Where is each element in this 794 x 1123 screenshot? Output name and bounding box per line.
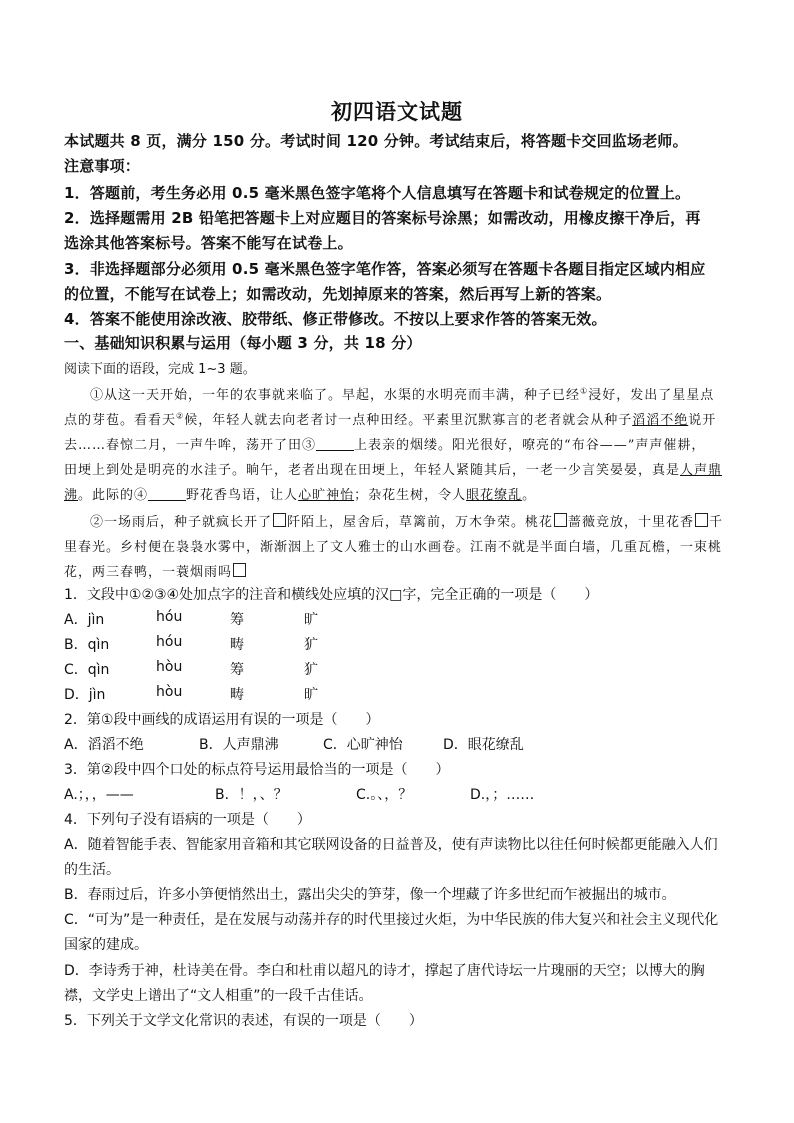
question-1-stem: 1．文段中①②③④处加点字的注音和横线处应填的汉□字，完全正确的一项是（ ） [64,587,599,603]
notice-3-cont: 的位置，不能写在试卷上；如需改动，先划掉原来的答案，然后再写上新的答案。 [64,285,612,303]
passage-line: 花，两三春鸭，一蓑烟雨吗 [64,561,247,580]
q2-option-b[interactable]: B．人声鼎沸 [199,737,279,753]
q1-option-d[interactable]: D．jìn [64,687,106,703]
passage-line: ①从这一天开始，一年的农事就来临了。早起，水渠的水明亮而丰满，种子已经①浸好，发出了星星点 [90,386,715,403]
passage-line: 里春光。乡村便在袅袅水雾中，渐渐洇上了文人雅士的山水画卷。江南不就是半面白墙，几重瓦檐，一束桃 [64,540,723,555]
notice-4: 4．答案不能使用涂改液、胶带纸、修正带修改。不按以上要求作答的答案无效。 [64,310,607,328]
q2-option-a[interactable]: A．滔滔不绝 [64,737,144,753]
fill-blank [316,436,354,451]
q1-option-b[interactable]: B．qìn [64,637,110,653]
punct-box [273,513,286,527]
idiom-underlined: 眼花缭乱 [466,488,523,503]
q4-option-a[interactable]: A．随着智能手表、智能家用音箱和其它联网设备的日益普及，使有声读物比以往任何时候都更能融入人们 [64,837,718,853]
question-5-stem: 5．下列关于文学文化常识的表述，有误的一项是（ ） [64,1013,423,1029]
question-4-stem: 4．下列句子没有语病的一项是（ ） [64,812,311,828]
q4-option-c-cont: 国家的建成。 [64,937,148,953]
q3-option-a[interactable]: A.；，，—— [64,787,134,803]
notice-1: 1．答题前，考生务必用 0.5 毫米黑色签字笔将个人信息填写在答题卡和试卷规定的位置上。 [64,184,691,202]
notice-3: 3．非选择题部分必须用 0.5 毫米黑色签字笔作答，答案必须写在答题卡各题目指定区域内相应 [64,260,706,278]
q2-option-c[interactable]: C．心旷神怡 [323,737,403,753]
notice-2: 2．选择题需用 2B 铅笔把答题卡上对应题目的答案标号涂黑；如需改动，用橡皮擦干净后，再 [64,209,701,227]
q4-option-c[interactable]: C．“可为”是一种责任，是在发展与动荡并存的时代里接过火炬，为中华民族的伟大复兴和社会主义现代化 [64,912,719,928]
notice-heading: 注意事项： [64,157,141,175]
reading-instruction: 阅读下面的语段，完成 1~3 题。 [64,362,256,377]
idiom-underlined: 人声鼎 [680,463,723,478]
q1-option-c[interactable]: C．qìn [64,662,110,678]
q1-option-a[interactable]: A．jìn [64,612,105,628]
passage-line: 田埂上到处是明亮的水洼子。晌午，老者出现在田埂上，年轻人紧随其后，一老一少言笑晏晏，真是人声鼎 [64,463,723,478]
q3-option-b[interactable]: B．！，、？ [215,787,288,803]
q3-option-c[interactable]: C.。、，？ [356,787,413,803]
question-2-stem: 2．第①段中画线的成语运用有误的一项是（ ） [64,712,380,728]
exam-intro: 本试题共 8 页，满分 150 分。考试时间 120 分钟。考试结束后，将答题卡交回监场老师。 [64,132,688,150]
punct-box [233,563,246,577]
idiom-underlined: 滔滔不绝 [632,413,689,428]
q4-option-a-cont: 的生活。 [64,862,120,878]
q4-option-b[interactable]: B．春雨过后，许多小笋便悄然出土，露出尖尖的笋芽，像一个埋藏了许多世纪而乍被掘出的城市。 [64,887,676,903]
fill-blank [148,486,186,501]
q2-option-d[interactable]: D．眼花缭乱 [443,737,524,753]
punct-box [554,513,567,527]
passage-line: 沸。此际的④ 野花香鸟语，让人心旷神怡；杂花生树，令人眼花缭乱。 [64,488,537,503]
q4-option-d[interactable]: D．李诗秀于神，杜诗美在骨。李白和杜甫以超凡的诗才，撑起了唐代诗坛一片瑰丽的天空；以博大的胸 [64,963,705,979]
section-heading: 一、基础知识积累与运用（每小题 3 分，共 18 分） [64,334,422,352]
q3-option-d[interactable]: D.，；…… [470,787,535,803]
exam-page: 初四语文试题 本试题共 8 页，满分 150 分。考试时间 120 分钟。考试结束后，将答题卡交回监场老师。 注意事项： 1．答题前，考生务必用 0.5 毫米黑色签字笔将个人信息填写在答题卡和试卷规定的位置上。 2．选择题需用 2B 铅笔把答题卡上对应题目的答案标号涂黑；如需改动，用橡皮擦干净后，再 选涂其他答案标号。答案不能写在试卷上。 3．非选择题部分必须用 0.5 毫米黑色签字笔作答，答案必须写在答题卡各题目指定区域内相应 的位置，不能写在试卷上；如需改动，先划掉原来的答案，然后再写上新的答案。 4．答案不能使用涂改液、胶带纸、修正带修改。不按以上要求作答的答案无效。 一、基础知识积累与运用（每小题 3 分，共 18 分） 阅读下面的语段，完成 1~3 题。 ①从这一天开始，一年的农事就来临了。早起，水渠的水明亮而丰满，种子已经①浸好，发出了星星点 点的芽苞。看看天②候，年轻人就去向老者讨一点种田经。平素里沉默寡言的老者就会从种子滔滔不绝说开 去……春惊二月，一声牛哞，荡开了田③ 上表亲的烟缕。阳光很好，嘹亮的“布谷——”声声催耕， 田埂上到处是明亮的水洼子。晌午，老者出现在田埂上，年轻人紧随其后，一老一少言笑晏晏，真是人声鼎 沸。此际的④ 野花香鸟语，让人心旷神怡；杂花生树，令人眼花缭乱。 ②一场雨后，种子就疯长开了 阡陌上，屋舍后，草篱前，万木争荣。桃花 蔷薇竞放，十里花香 千 里春光。乡村便在袅袅水雾中，渐渐洇上了文人雅士的山水画卷。江南不就是半面白墙，几重瓦檐，一束桃 花，两三春鸭，一蓑烟雨吗 1．文段中①②③④处加点字的注音和横线处应填的汉□字，完全正确的一项是（ ） A．jìn hóu 筹 旷 B．qìn hóu 畴 犷 C．qìn hòu 筹 犷 D．jìn hòu 畴 旷 2．第①段中画线的成语运用有误的一项是（ ） A．滔滔不绝 B．人声鼎沸 C．心旷神怡 D．眼花缭乱 3．第②段中四个口处的标点符号运用最恰当的一项是（ ） A.；，，—— B．！，、？ C.。、，？ D.，；…… 4．下列句子没有语病的一项是（ ） A．随着智能手表、智能家用音箱和其它联网设备的日益普及，使有声读物比以往任何时候都更能融入人们 的生活。 B．春雨过后，许多小笋便悄然出土，露出尖尖的笋芽，像一个埋藏了许多世纪而乍被掘出的城市。 C．“可为”是一种责任，是在发展与动荡并存的时代里接过火炬，为中华民族的伟大复兴和社会主义现代化 国家的建成。 D．李诗秀于神，杜诗美在骨。李白和杜甫以超凡的诗才，撑起了唐代诗坛一片瑰丽的天空；以博大的胸 襟，文学史上谱出了“文人相重”的一段千古佳话。 5．下列关于文学文化常识的表述，有误的一项是（ ） [0,0,794,1123]
page-title: 初四语文试题 [331,99,463,124]
passage-line: 点的芽苞。看看天②候，年轻人就去向老者讨一点种田经。平素里沉默寡言的老者就会从种子滔滔不绝说开 [64,411,717,428]
q4-option-d-cont: 襟，文学史上谱出了“文人相重”的一段千古佳话。 [64,988,373,1004]
passage-line: ②一场雨后，种子就疯长开了 阡陌上，屋舍后，草篱前，万木争荣。桃花 蔷薇竞放，十里花香 千 [90,515,724,530]
idiom-underlined: 心旷神怡 [298,488,355,503]
passage-line: 去……春惊二月，一声牛哞，荡开了田③ 上表亲的烟缕。阳光很好，嘹亮的“布谷——”声声催耕， [64,438,706,453]
question-3-stem: 3．第②段中四个口处的标点符号运用最恰当的一项是（ ） [64,762,450,778]
notice-2-cont: 选涂其他答案标号。答案不能写在试卷上。 [64,234,353,252]
punct-box [695,513,708,527]
